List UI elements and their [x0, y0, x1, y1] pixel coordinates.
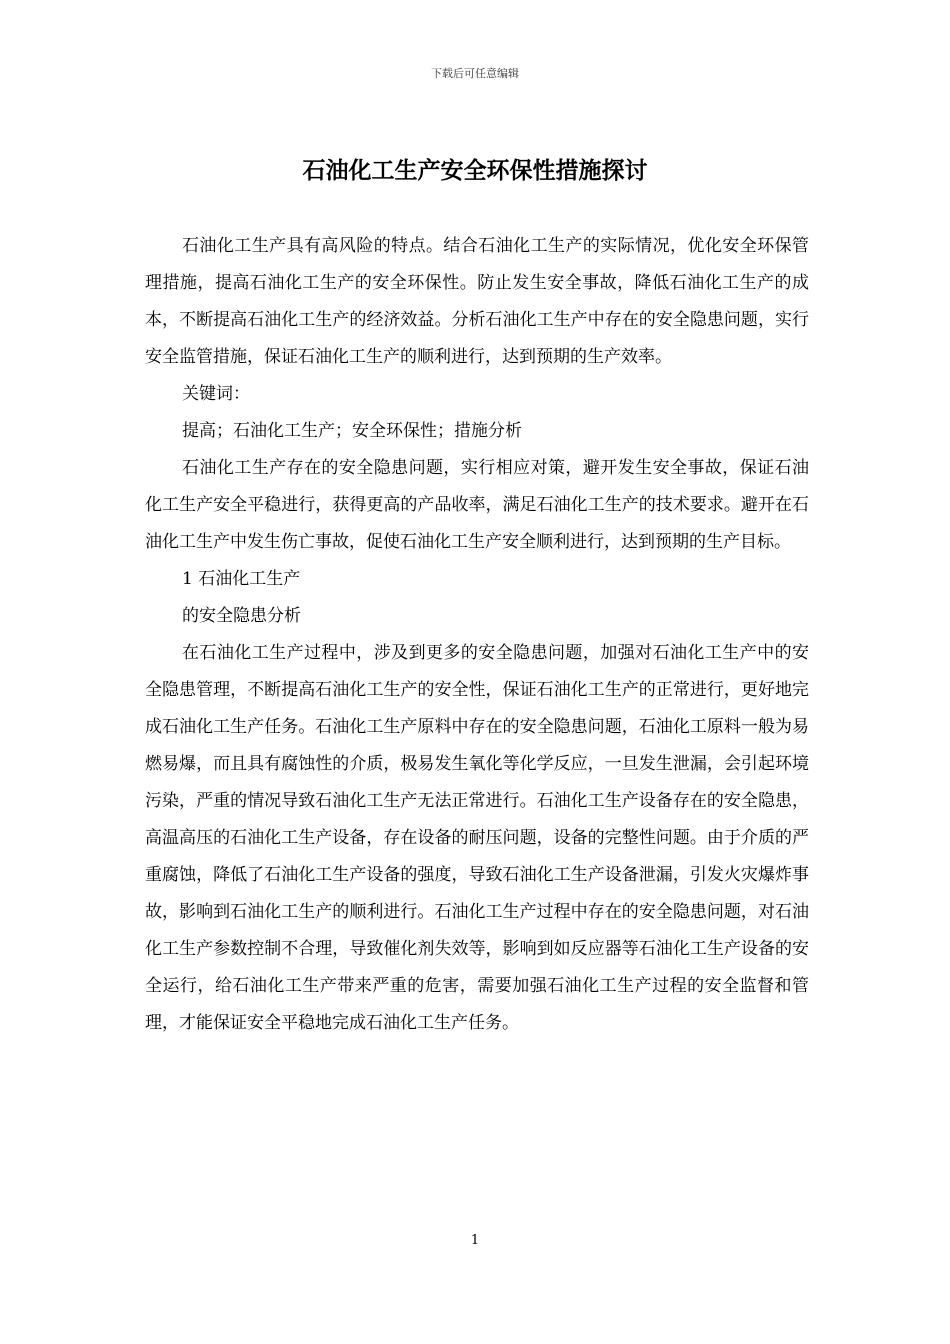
document-body [145, 228, 809, 1042]
keywords-label: 关键词： [182, 384, 250, 404]
intro-paragraph: 石油化工生产存在的安全隐患问题，实行相应对策，避开发生安全事故，保证石油化工生产安全平稳进行，获得更高的产品收率，满足石油化工生产的技术要求。避开在石油化工生产中发生伤亡事故，促使石油化工生产安全顺利进行，达到预期的生产目标。 [145, 458, 809, 552]
section-heading-line-1: 1 石油化工生产 [182, 569, 301, 589]
header-note: 下载后可任意编辑 [431, 67, 519, 80]
document-title: 石油化工生产安全环保性措施探讨 [302, 157, 648, 184]
page-number: 1 [470, 1233, 480, 1248]
section-body-paragraph: 在石油化工生产过程中，涉及到更多的安全隐患问题，加强对石油化工生产中的安全隐患管理，不断提高石油化工生产的安全性，保证石油化工生产的正常进行，更好地完成石油化工生产任务。石油化工生产原料中存在的安全隐患问题，石油化工原料一般为易燃易爆，而且具有腐蚀性的介质，极易发生氧化等化学反应，一旦发生泄漏，会引起环境污染，严重的情况导致石油化工生产无法正常进行。石油化工生产设备存在的安全隐患，高温高压的石油化工生产设备，存在设备的耐压问题，设备的完整性问题。由于介质的严重腐蚀，降低了石油化工生产设备的强度，导致石油化工生产设备泄漏，引发火灾爆炸事故，影响到石油化工生产的顺利进行。石油化工生产过程中存在的安全隐患问题，对石油化工生产参数控制不合理，导致催化剂失效等，影响到如反应器等石油化工生产设备的安全运行，给石油化工生产带来严重的危害，需要加强石油化工生产过程的安全监督和管理，才能保证安全平稳地完成石油化工生产任务。 [145, 643, 809, 1033]
abstract-paragraph: 石油化工生产具有高风险的特点。结合石油化工生产的实际情况，优化安全环保管理措施，提高石油化工生产的安全环保性。防止发生安全事故，降低石油化工生产的成本，不断提高石油化工生产的经济效益。分析石油化工生产中存在的安全隐患问题，实行安全监管措施，保证石油化工生产的顺利进行，达到预期的生产效率。 [145, 236, 809, 367]
section-heading-line-2: 的安全隐患分析 [182, 606, 301, 626]
keywords-list: 提高；石油化工生产；安全环保性；措施分析 [182, 421, 522, 441]
